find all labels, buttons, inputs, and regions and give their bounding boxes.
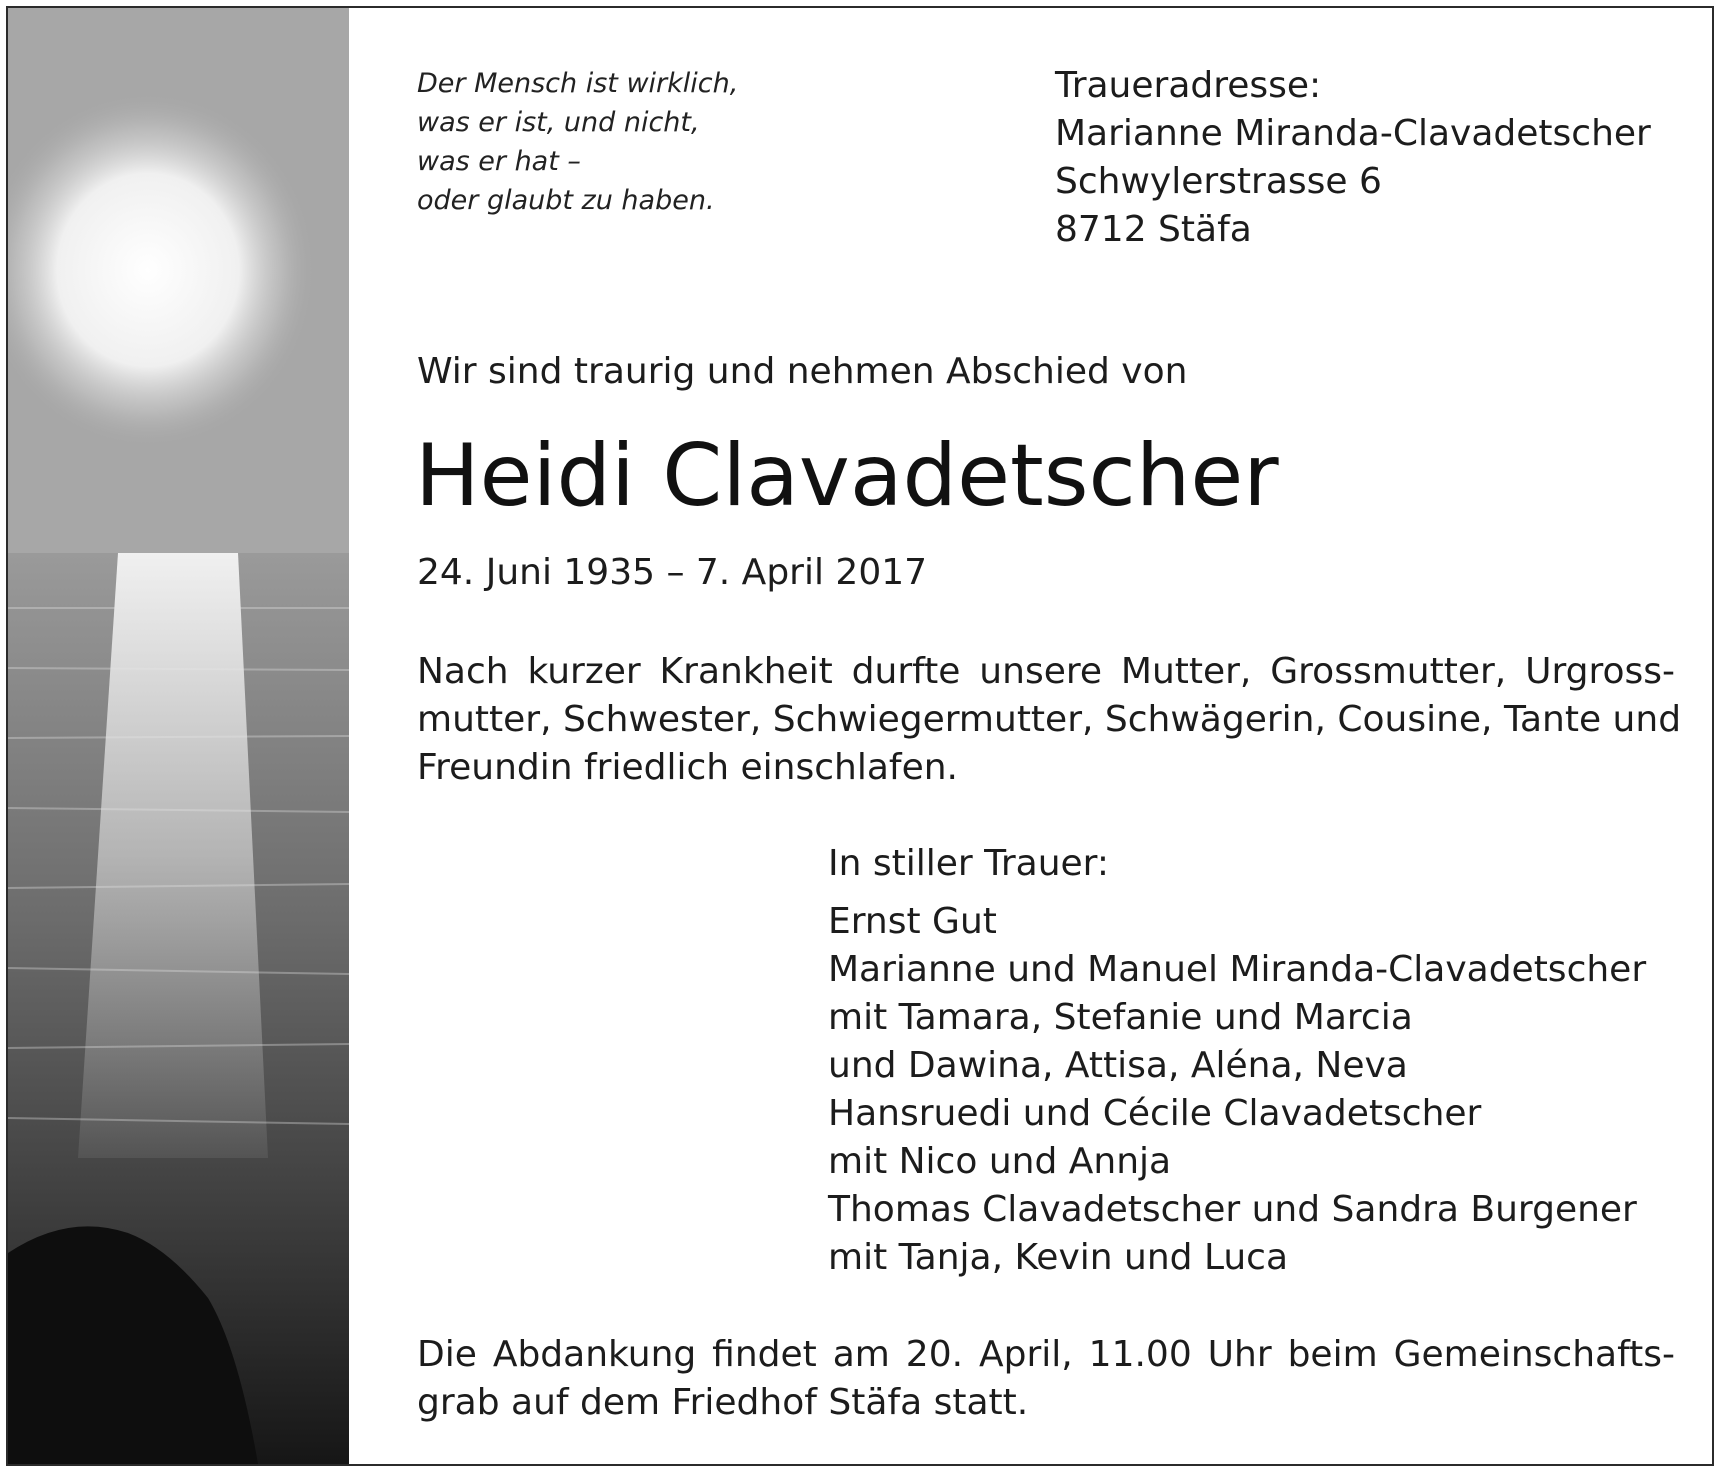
motto-quote (417, 64, 738, 220)
intro-text: Wir sind traurig und nehmen Abschied von (417, 351, 1188, 392)
deceased-name: Heidi Clavadetscher (415, 426, 1279, 526)
mourner-line: Ernst Gut (828, 901, 997, 942)
ceremony-info (417, 1331, 1675, 1427)
motto-line: was er ist, und nicht, (417, 107, 700, 138)
obituary-notice (6, 6, 1714, 1466)
address-heading: Traueradresse: (1055, 65, 1322, 106)
mourner-line: mit Tamara, Stefanie und Marcia (828, 997, 1413, 1038)
motto-line: was er hat – (417, 146, 581, 177)
address-name: Marianne Miranda-Clavadetscher (1055, 113, 1651, 154)
sunset-sea-image (8, 8, 349, 1464)
paragraph-line: Freundin friedlich einschlafen. (417, 747, 959, 788)
sunset-sea-photo (8, 8, 349, 1464)
paragraph-line: mutter, Schwester, Schwiegermutter, Schwägerin, Cousine, Tante und (417, 699, 1682, 740)
paragraph-line: Nach kurzer Krankheit durfte unsere Mutter, Grossmutter, Urgross- (417, 651, 1675, 692)
mourner-line: mit Nico und Annja (828, 1141, 1172, 1182)
mourner-line: Thomas Clavadetscher und Sandra Burgener (828, 1189, 1637, 1230)
address-street: Schwylerstrasse 6 (1055, 161, 1382, 202)
mourner-line: Hansruedi und Cécile Clavadetscher (828, 1093, 1482, 1134)
notice-content (349, 8, 1712, 1464)
ceremony-line: grab auf dem Friedhof Stäfa statt. (417, 1382, 1029, 1423)
motto-line: oder glaubt zu haben. (417, 185, 715, 216)
address-city: 8712 Stäfa (1055, 209, 1252, 250)
mourner-line: und Dawina, Attisa, Aléna, Neva (828, 1045, 1408, 1086)
mourners-heading: In stiller Trauer: (828, 843, 1109, 884)
mourning-address (1055, 62, 1651, 254)
ceremony-line: Die Abdankung findet am 20. April, 11.00 Uhr beim Gemeinschafts- (417, 1334, 1675, 1375)
announcement-paragraph (417, 648, 1682, 792)
mourners-list (828, 840, 1646, 1282)
mourner-line: mit Tanja, Kevin und Luca (828, 1237, 1289, 1278)
life-dates: 24. Juni 1935 – 7. April 2017 (417, 552, 928, 593)
motto-line: Der Mensch ist wirklich, (417, 68, 739, 99)
mourner-line: Marianne und Manuel Miranda-Clavadetscher (828, 949, 1647, 990)
